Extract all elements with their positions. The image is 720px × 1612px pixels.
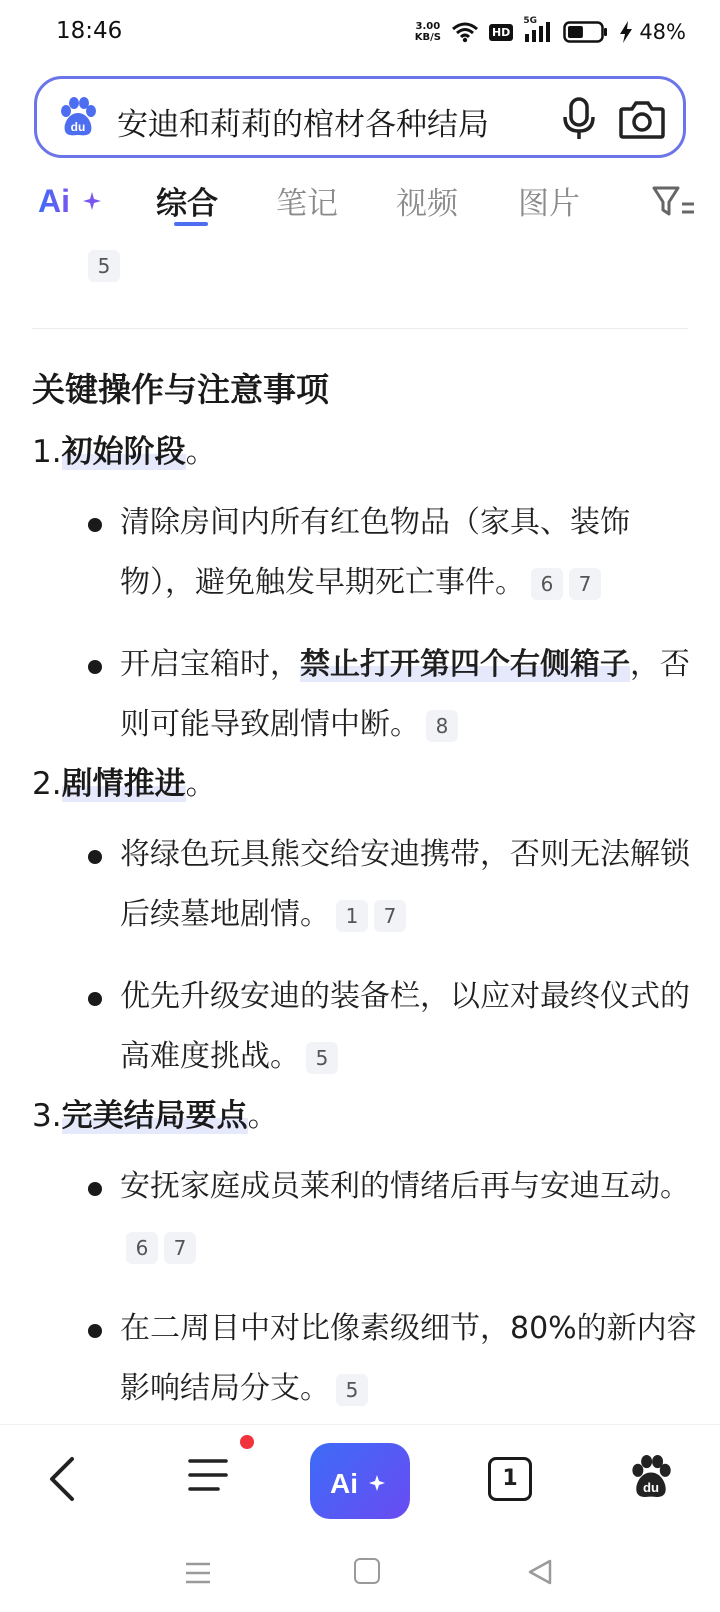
section-heading-text: 初始阶段 [61,434,186,470]
hd-badge: HD [489,24,513,41]
list-item [88,635,698,755]
tab-count-button[interactable]: 1 [488,1457,532,1501]
notification-dot [240,1435,254,1449]
home-icon[interactable] [354,1558,380,1584]
ai-logo-icon [38,180,110,220]
list-item [88,1157,698,1277]
status-bar [0,0,720,66]
section-title: 关键操作与注意事项 [32,370,329,409]
list-item-text: 清除房间内所有红色物品（家具、装饰物），避免触发早期死亡事件。 [120,505,630,600]
baidu-paw-icon [57,97,99,139]
section-heading-text: 完美结局要点 [61,1098,248,1134]
back-icon[interactable] [42,1453,82,1505]
system-back-icon[interactable] [526,1558,554,1586]
section-number: 3. [32,1098,62,1134]
list-section-2 [32,758,692,1087]
signal-icon [523,16,553,44]
divider [32,328,688,329]
list-item-text: 开启宝箱时， [120,647,300,682]
menu-icon[interactable] [186,1453,230,1497]
list-section-heading [32,426,692,471]
citation-badge[interactable]: 6 [126,1232,158,1264]
list-item [88,825,698,945]
search-input[interactable]: 安迪和莉莉的棺材各种结局 [117,107,489,143]
list-item-text: 在二周目中对比像素级细节，80%的新内容影响结局分支。 [120,1311,697,1406]
list-item-text: ，否则可能导致剧情中断。 [120,647,690,742]
search-bar[interactable] [34,76,686,158]
microphone-icon[interactable] [555,93,603,143]
section-number: 1. [32,434,62,470]
tab-comprehensive[interactable]: 综合 [156,186,218,222]
bottom-nav [0,1424,720,1534]
svg-text:du: du [642,1480,660,1496]
list-section-3 [32,1090,697,1419]
list-item [88,967,698,1087]
search-tabs [0,170,720,234]
section-heading-suffix: 。 [247,1098,279,1134]
status-time: 18:46 [56,18,123,44]
citation-badge[interactable]: 1 [336,900,368,932]
battery-icon [563,20,609,44]
tab-videos[interactable]: 视频 [396,186,458,222]
baidu-home-icon[interactable] [628,1455,674,1501]
tab-images[interactable]: 图片 [518,186,580,222]
citation-badge[interactable]: 5 [336,1374,368,1406]
network-speed-unit: KB/S [414,32,441,43]
section-number: 2. [32,766,62,802]
list-section-1 [32,426,692,755]
status-icons [415,14,686,50]
ai-assistant-button[interactable] [310,1443,410,1519]
citation-badge[interactable]: 7 [164,1232,196,1264]
list-item [88,1299,698,1419]
svg-text:du: du [70,120,86,134]
citation-badge[interactable]: 7 [569,568,601,600]
network-speed-value: 3.00 [415,21,441,32]
system-nav-bar [0,1540,720,1612]
citation-badge[interactable]: 5 [88,250,120,282]
camera-icon[interactable] [617,95,667,143]
ai-tab-label: Ai [38,183,70,219]
citation-badge[interactable]: 7 [374,900,406,932]
tab-notes[interactable]: 笔记 [276,186,338,222]
filter-icon[interactable] [650,182,694,222]
signal-label: 5G [523,16,537,26]
section-heading-suffix: 。 [185,766,217,802]
ai-logo-icon [330,1465,392,1499]
list-item-text: 优先升级安迪的装备栏，以应对最终仪式的高难度挑战。 [120,979,690,1074]
recent-apps-icon[interactable] [184,1560,212,1586]
ai-button-label: Ai [330,1468,358,1499]
list-section-heading [32,758,692,803]
list-item-text: 安抚家庭成员莱利的情绪后再与安迪互动。 [120,1169,690,1204]
section-heading-suffix: 。 [185,434,217,470]
wifi-icon [451,21,479,43]
citation-badge[interactable]: 5 [306,1042,338,1074]
citation-badge[interactable]: 8 [426,710,458,742]
list-item-text: 将绿色玩具熊交给安迪携带，否则无法解锁后续墓地剧情。 [120,837,690,932]
network-speed [415,21,441,43]
section-heading-text: 剧情推进 [61,766,186,802]
battery-percent: 48% [639,20,686,44]
tab-ai[interactable] [38,180,110,224]
active-tab-indicator [174,222,208,226]
list-item [88,493,698,613]
citation-badge[interactable]: 6 [531,568,563,600]
list-item-highlight: 禁止打开第四个右侧箱子 [300,647,630,682]
list-section-heading [32,1090,692,1135]
charging-icon [619,20,633,44]
